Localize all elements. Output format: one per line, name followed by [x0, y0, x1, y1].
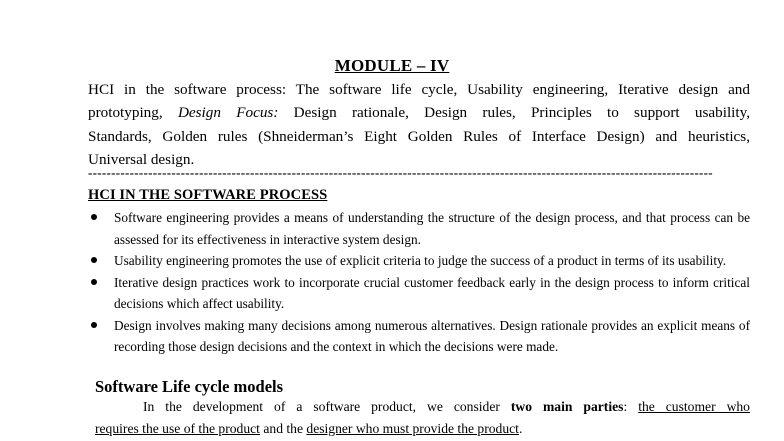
design-focus-label: Design Focus: [177, 104, 279, 122]
subheading: Software Life cycle models [95, 377, 284, 396]
intro-paragraph [95, 396, 750, 440]
module-title: MODULE – IV [334, 56, 450, 75]
syllabus-paragraph [88, 78, 750, 171]
syllabus-line-2: prototyping, Design Focus: Design rationale, Design rules, Principles to support usability, [88, 104, 751, 122]
paragraph-line-2: requires the use of the product and the designer who must provide the product. [95, 421, 523, 436]
list-item: Iterative design practices work to incorporate crucial customer feedback early in the design process to inform critical decisions which affect usability. [88, 272, 750, 315]
bullet-icon [91, 214, 97, 220]
paragraph-line-1: In the development of a software product, we consider two main parties: the customer who [143, 399, 750, 414]
bullet-list [88, 207, 750, 358]
dashed-divider: --------------------------------------------------------------------------------------------------------------------------------------- [88, 166, 713, 180]
bullet-icon [91, 257, 97, 263]
list-item: Design involves making many decisions among numerous alternatives. Design rationale provides an explicit means of recording those design decisions and the context in which the decisions were made. [88, 315, 750, 358]
section-heading: HCI IN THE SOFTWARE PROCESS [88, 187, 328, 203]
two-main-parties: two main parties [510, 399, 624, 414]
list-item: Software engineering provides a means of understanding the structure of the design process, and that process can be assessed for its effectiveness in interactive system design. [88, 207, 750, 250]
customer-phrase-cont: requires the use of the product [95, 421, 260, 436]
bullet-icon [91, 322, 97, 328]
syllabus-line-3: Standards, Golden rules (Shneiderman’s Eight Golden Rules of Interface Design) and heuristics, [88, 127, 750, 145]
syllabus-line-4: Universal design. [88, 150, 195, 168]
designer-phrase: designer who must provide the product [306, 421, 519, 436]
bullet-icon [91, 279, 97, 285]
list-item: Usability engineering promotes the use of explicit criteria to judge the success of a product in terms of its usability. [88, 250, 750, 272]
customer-phrase: the customer who [638, 399, 750, 414]
syllabus-line-1: HCI in the software process: The software life cycle, Usability engineering, Iterative design and [88, 81, 750, 98]
